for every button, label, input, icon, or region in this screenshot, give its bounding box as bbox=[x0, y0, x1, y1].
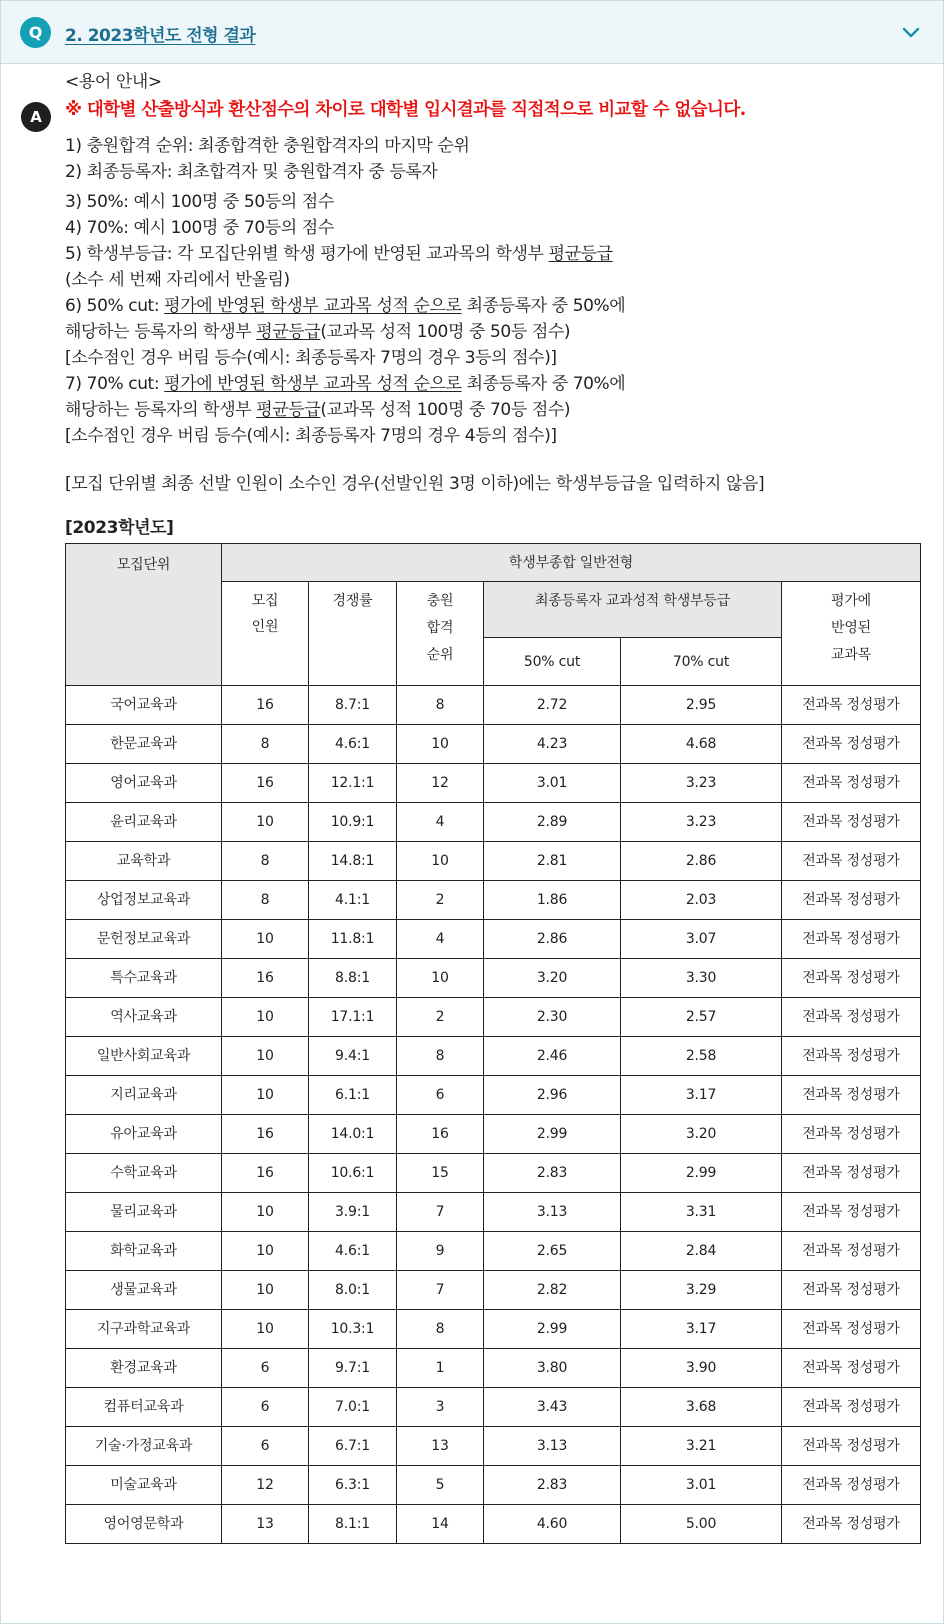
cell-ratio: 6.3:1 bbox=[309, 1466, 397, 1505]
cell-subjects: 전과목 정성평가 bbox=[782, 881, 921, 920]
cell-rank: 8 bbox=[397, 1037, 484, 1076]
cell-rank: 5 bbox=[397, 1466, 484, 1505]
term-line-3: 3) 50%: 예시 100명 중 50등의 점수 bbox=[65, 192, 334, 212]
header-unit: 모집단위 bbox=[66, 544, 222, 686]
cell-unit: 윤리교육과 bbox=[66, 803, 222, 842]
cell-quota: 10 bbox=[222, 1193, 309, 1232]
cell-cut70: 3.20 bbox=[621, 1115, 782, 1154]
cell-cut70: 3.01 bbox=[621, 1466, 782, 1505]
cell-cut70: 3.17 bbox=[621, 1076, 782, 1115]
cell-cut50: 2.83 bbox=[484, 1466, 621, 1505]
cell-cut50: 2.81 bbox=[484, 842, 621, 881]
warning-notice: ※ 대학별 산출방식과 환산점수의 차이로 대학별 입시결과를 직접적으로 비교할 수 없습니다. bbox=[65, 100, 746, 120]
cell-unit: 생물교육과 bbox=[66, 1271, 222, 1310]
cell-cut50: 3.01 bbox=[484, 764, 621, 803]
term-line-6c-tail: (교과목 성적 100명 중 50등 점수) bbox=[320, 322, 571, 342]
table-row bbox=[66, 959, 921, 998]
cell-ratio: 8.8:1 bbox=[309, 959, 397, 998]
cell-ratio: 3.9:1 bbox=[309, 1193, 397, 1232]
term-line-6-underlined: 평가에 반영된 학생부 교과목 성적 순으로 bbox=[164, 296, 462, 316]
cell-subjects: 전과목 정성평가 bbox=[782, 1037, 921, 1076]
cell-subjects: 전과목 정성평가 bbox=[782, 1076, 921, 1115]
selection-note: [모집 단위별 최종 선발 인원이 소수인 경우(선발인원 3명 이하)에는 학생부등급을 입력하지 않음] bbox=[65, 474, 765, 494]
cell-cut70: 2.95 bbox=[621, 686, 782, 725]
cell-ratio: 14.8:1 bbox=[309, 842, 397, 881]
cell-ratio: 10.6:1 bbox=[309, 1154, 397, 1193]
table-row bbox=[66, 1388, 921, 1427]
question-header[interactable] bbox=[1, 1, 943, 64]
term-line-7-text: 7) 70% cut: bbox=[65, 374, 165, 394]
cell-cut50: 2.99 bbox=[484, 1115, 621, 1154]
cell-rank: 13 bbox=[397, 1427, 484, 1466]
cell-cut50: 2.65 bbox=[484, 1232, 621, 1271]
cell-unit: 미술교육과 bbox=[66, 1466, 222, 1505]
header-subjects: 평가에 반영된 교과목 bbox=[782, 582, 921, 686]
cell-ratio: 4.6:1 bbox=[309, 725, 397, 764]
term-line-5-text: 5) 학생부등급: 각 모집단위별 학생 평가에 반영된 교과목의 학생부 bbox=[65, 244, 549, 264]
cell-ratio: 10.3:1 bbox=[309, 1310, 397, 1349]
cell-rank: 7 bbox=[397, 1271, 484, 1310]
cell-cut70: 3.68 bbox=[621, 1388, 782, 1427]
cell-subjects: 전과목 정성평가 bbox=[782, 842, 921, 881]
cell-quota: 16 bbox=[222, 1154, 309, 1193]
cell-unit: 지구과학교육과 bbox=[66, 1310, 222, 1349]
cell-subjects: 전과목 정성평가 bbox=[782, 1271, 921, 1310]
term-line-6c-text: 해당하는 등록자의 학생부 bbox=[65, 322, 257, 342]
cell-cut50: 2.89 bbox=[484, 803, 621, 842]
cell-ratio: 7.0:1 bbox=[309, 1388, 397, 1427]
cell-unit: 화학교육과 bbox=[66, 1232, 222, 1271]
cell-cut50: 2.72 bbox=[484, 686, 621, 725]
cell-subjects: 전과목 정성평가 bbox=[782, 1310, 921, 1349]
cell-cut70: 2.03 bbox=[621, 881, 782, 920]
cell-unit: 유아교육과 bbox=[66, 1115, 222, 1154]
cell-rank: 16 bbox=[397, 1115, 484, 1154]
table-heading: [2023학년도] bbox=[65, 518, 174, 538]
chevron-down-icon[interactable] bbox=[901, 22, 921, 42]
cell-quota: 12 bbox=[222, 1466, 309, 1505]
cell-unit: 컴퓨터교육과 bbox=[66, 1388, 222, 1427]
cell-quota: 10 bbox=[222, 1076, 309, 1115]
cell-subjects: 전과목 정성평가 bbox=[782, 998, 921, 1037]
cell-cut50: 2.82 bbox=[484, 1271, 621, 1310]
cell-cut70: 4.68 bbox=[621, 725, 782, 764]
cell-quota: 10 bbox=[222, 1310, 309, 1349]
header-rank: 충원 합격 순위 bbox=[397, 582, 484, 686]
term-line-5-underlined: 평균등급 bbox=[548, 244, 613, 264]
table-row bbox=[66, 686, 921, 725]
term-line-7-underlined: 평가에 반영된 학생부 교과목 성적 순으로 bbox=[164, 374, 462, 394]
cell-quota: 6 bbox=[222, 1427, 309, 1466]
header-quota: 모집 인원 bbox=[222, 582, 309, 686]
cell-cut50: 4.60 bbox=[484, 1505, 621, 1544]
cell-rank: 10 bbox=[397, 959, 484, 998]
cell-cut50: 2.86 bbox=[484, 920, 621, 959]
table-row bbox=[66, 920, 921, 959]
term-line-7c-text: 해당하는 등록자의 학생부 bbox=[65, 400, 257, 420]
table-row bbox=[66, 1271, 921, 1310]
cell-ratio: 11.8:1 bbox=[309, 920, 397, 959]
header-cut70: 70% cut bbox=[621, 638, 782, 686]
cell-cut50: 2.30 bbox=[484, 998, 621, 1037]
cell-cut70: 2.99 bbox=[621, 1154, 782, 1193]
cell-subjects: 전과목 정성평가 bbox=[782, 959, 921, 998]
cell-ratio: 8.0:1 bbox=[309, 1271, 397, 1310]
cell-unit: 환경교육과 bbox=[66, 1349, 222, 1388]
cell-ratio: 4.6:1 bbox=[309, 1232, 397, 1271]
cell-quota: 8 bbox=[222, 881, 309, 920]
cell-ratio: 17.1:1 bbox=[309, 998, 397, 1037]
table-row bbox=[66, 1505, 921, 1544]
cell-subjects: 전과목 정성평가 bbox=[782, 1154, 921, 1193]
cell-unit: 영어교육과 bbox=[66, 764, 222, 803]
cell-unit: 한문교육과 bbox=[66, 725, 222, 764]
cell-cut70: 3.90 bbox=[621, 1349, 782, 1388]
cell-ratio: 6.1:1 bbox=[309, 1076, 397, 1115]
table-row bbox=[66, 1037, 921, 1076]
term-line-7c-underlined: 평균등급 bbox=[256, 400, 321, 420]
cell-unit: 물리교육과 bbox=[66, 1193, 222, 1232]
cell-rank: 7 bbox=[397, 1193, 484, 1232]
cell-unit: 역사교육과 bbox=[66, 998, 222, 1037]
header-track: 학생부종합 일반전형 bbox=[222, 544, 921, 582]
cell-cut50: 2.83 bbox=[484, 1154, 621, 1193]
cell-subjects: 전과목 정성평가 bbox=[782, 803, 921, 842]
cell-ratio: 8.1:1 bbox=[309, 1505, 397, 1544]
cell-subjects: 전과목 정성평가 bbox=[782, 1466, 921, 1505]
term-line-4: 4) 70%: 예시 100명 중 70등의 점수 bbox=[65, 218, 334, 238]
cell-quota: 10 bbox=[222, 998, 309, 1037]
cell-unit: 특수교육과 bbox=[66, 959, 222, 998]
cell-cut70: 3.29 bbox=[621, 1271, 782, 1310]
cell-cut50: 3.20 bbox=[484, 959, 621, 998]
cell-quota: 6 bbox=[222, 1388, 309, 1427]
cell-quota: 10 bbox=[222, 1232, 309, 1271]
cell-quota: 10 bbox=[222, 920, 309, 959]
cell-rank: 8 bbox=[397, 1310, 484, 1349]
cell-quota: 10 bbox=[222, 1271, 309, 1310]
cell-ratio: 6.7:1 bbox=[309, 1427, 397, 1466]
term-line-6 bbox=[65, 293, 925, 319]
cell-subjects: 전과목 정성평가 bbox=[782, 1349, 921, 1388]
cell-cut70: 3.17 bbox=[621, 1310, 782, 1349]
cell-quota: 16 bbox=[222, 959, 309, 998]
cell-cut50: 3.13 bbox=[484, 1427, 621, 1466]
cell-ratio: 10.9:1 bbox=[309, 803, 397, 842]
cell-cut70: 3.21 bbox=[621, 1427, 782, 1466]
header-cut50: 50% cut bbox=[484, 638, 621, 686]
cell-subjects: 전과목 정성평가 bbox=[782, 725, 921, 764]
cell-unit: 기술·가정교육과 bbox=[66, 1427, 222, 1466]
cell-quota: 10 bbox=[222, 803, 309, 842]
cell-cut50: 3.80 bbox=[484, 1349, 621, 1388]
cell-ratio: 14.0:1 bbox=[309, 1115, 397, 1154]
question-title-link[interactable]: 2. 2023학년도 전형 결과 bbox=[65, 26, 256, 46]
term-line-7c bbox=[65, 397, 925, 423]
cell-rank: 2 bbox=[397, 998, 484, 1037]
header-ratio: 경쟁률 bbox=[309, 582, 397, 686]
cell-cut70: 3.23 bbox=[621, 764, 782, 803]
cell-cut50: 2.46 bbox=[484, 1037, 621, 1076]
cell-rank: 6 bbox=[397, 1076, 484, 1115]
cell-ratio: 8.7:1 bbox=[309, 686, 397, 725]
cell-cut70: 2.84 bbox=[621, 1232, 782, 1271]
cell-subjects: 전과목 정성평가 bbox=[782, 1388, 921, 1427]
cell-quota: 16 bbox=[222, 1115, 309, 1154]
cell-subjects: 전과목 정성평가 bbox=[782, 1115, 921, 1154]
cell-ratio: 12.1:1 bbox=[309, 764, 397, 803]
term-line-6c bbox=[65, 319, 925, 345]
table-row bbox=[66, 803, 921, 842]
cell-rank: 12 bbox=[397, 764, 484, 803]
table-row bbox=[66, 1154, 921, 1193]
cell-unit: 지리교육과 bbox=[66, 1076, 222, 1115]
answer-content bbox=[65, 69, 925, 1544]
admission-results-table bbox=[65, 543, 921, 1544]
cell-quota: 8 bbox=[222, 725, 309, 764]
cell-subjects: 전과목 정성평가 bbox=[782, 1505, 921, 1544]
term-line-7-tail: 최종등록자 중 70%에 bbox=[461, 374, 626, 394]
terms-title: <용어 안내> bbox=[65, 72, 162, 92]
table-row bbox=[66, 881, 921, 920]
cell-rank: 4 bbox=[397, 920, 484, 959]
cell-rank: 10 bbox=[397, 725, 484, 764]
cell-rank: 1 bbox=[397, 1349, 484, 1388]
cell-unit: 영어영문학과 bbox=[66, 1505, 222, 1544]
term-line-5b: (소수 세 번째 자리에서 반올림) bbox=[65, 270, 290, 290]
cell-subjects: 전과목 정성평가 bbox=[782, 686, 921, 725]
cell-quota: 10 bbox=[222, 1037, 309, 1076]
table-row bbox=[66, 725, 921, 764]
cell-cut50: 3.43 bbox=[484, 1388, 621, 1427]
cell-cut70: 2.58 bbox=[621, 1037, 782, 1076]
cell-cut50: 4.23 bbox=[484, 725, 621, 764]
cell-quota: 16 bbox=[222, 764, 309, 803]
cell-cut70: 2.57 bbox=[621, 998, 782, 1037]
cell-cut50: 3.13 bbox=[484, 1193, 621, 1232]
cell-rank: 8 bbox=[397, 686, 484, 725]
cell-cut50: 2.96 bbox=[484, 1076, 621, 1115]
table-row bbox=[66, 1310, 921, 1349]
cell-cut70: 3.31 bbox=[621, 1193, 782, 1232]
cell-cut70: 2.86 bbox=[621, 842, 782, 881]
cell-rank: 10 bbox=[397, 842, 484, 881]
term-line-1: 1) 충원합격 순위: 최종합격한 충원합격자의 마지막 순위 bbox=[65, 136, 470, 156]
cell-unit: 상업정보교육과 bbox=[66, 881, 222, 920]
cell-cut70: 3.07 bbox=[621, 920, 782, 959]
cell-rank: 14 bbox=[397, 1505, 484, 1544]
table-row bbox=[66, 1232, 921, 1271]
term-line-7 bbox=[65, 371, 925, 397]
question-badge: Q bbox=[20, 17, 51, 48]
table-row bbox=[66, 1193, 921, 1232]
term-line-5 bbox=[65, 241, 925, 267]
table-row bbox=[66, 764, 921, 803]
cell-rank: 2 bbox=[397, 881, 484, 920]
cell-rank: 3 bbox=[397, 1388, 484, 1427]
table-body bbox=[66, 686, 921, 1544]
cell-subjects: 전과목 정성평가 bbox=[782, 920, 921, 959]
table-row bbox=[66, 1427, 921, 1466]
answer-badge: A bbox=[21, 102, 51, 132]
cell-unit: 일반사회교육과 bbox=[66, 1037, 222, 1076]
cell-ratio: 4.1:1 bbox=[309, 881, 397, 920]
term-line-6c-underlined: 평균등급 bbox=[256, 322, 321, 342]
cell-ratio: 9.7:1 bbox=[309, 1349, 397, 1388]
cell-unit: 문헌정보교육과 bbox=[66, 920, 222, 959]
table-row bbox=[66, 1115, 921, 1154]
cell-unit: 국어교육과 bbox=[66, 686, 222, 725]
table-row bbox=[66, 1076, 921, 1115]
table-row bbox=[66, 1349, 921, 1388]
cell-quota: 16 bbox=[222, 686, 309, 725]
cell-quota: 6 bbox=[222, 1349, 309, 1388]
table-row bbox=[66, 842, 921, 881]
cell-subjects: 전과목 정성평가 bbox=[782, 764, 921, 803]
cell-quota: 8 bbox=[222, 842, 309, 881]
cell-cut50: 1.86 bbox=[484, 881, 621, 920]
table-row bbox=[66, 1466, 921, 1505]
cell-quota: 13 bbox=[222, 1505, 309, 1544]
cell-cut70: 5.00 bbox=[621, 1505, 782, 1544]
cell-subjects: 전과목 정성평가 bbox=[782, 1193, 921, 1232]
cell-unit: 교육학과 bbox=[66, 842, 222, 881]
cell-rank: 15 bbox=[397, 1154, 484, 1193]
term-line-7c-tail: (교과목 성적 100명 중 70등 점수) bbox=[320, 400, 571, 420]
cell-rank: 9 bbox=[397, 1232, 484, 1271]
cell-unit: 수학교육과 bbox=[66, 1154, 222, 1193]
term-line-6-text: 6) 50% cut: bbox=[65, 296, 165, 316]
cell-subjects: 전과목 정성평가 bbox=[782, 1427, 921, 1466]
term-line-6-tail: 최종등록자 중 50%에 bbox=[461, 296, 626, 316]
cell-subjects: 전과목 정성평가 bbox=[782, 1232, 921, 1271]
table-row bbox=[66, 998, 921, 1037]
cell-ratio: 9.4:1 bbox=[309, 1037, 397, 1076]
term-line-2: 2) 최종등록자: 최초합격자 및 충원합격자 중 등록자 bbox=[65, 162, 438, 182]
term-line-7e: [소수점인 경우 버림 등수(예시: 최종등록자 7명의 경우 4등의 점수)] bbox=[65, 426, 557, 446]
cell-rank: 4 bbox=[397, 803, 484, 842]
cell-cut70: 3.23 bbox=[621, 803, 782, 842]
term-line-6e: [소수점인 경우 버림 등수(예시: 최종등록자 7명의 경우 3등의 점수)] bbox=[65, 348, 557, 368]
cell-cut70: 3.30 bbox=[621, 959, 782, 998]
cell-cut50: 2.99 bbox=[484, 1310, 621, 1349]
header-grade-group: 최종등록자 교과성적 학생부등급 bbox=[484, 582, 782, 638]
